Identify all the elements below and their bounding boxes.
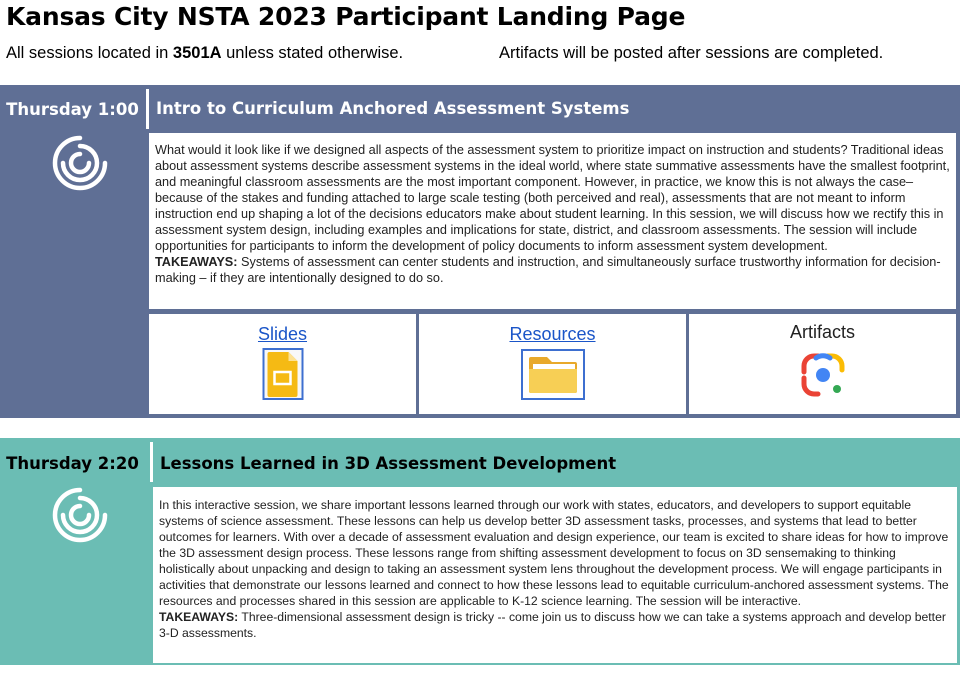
google-slides-icon[interactable] [262,348,303,400]
resources-link[interactable]: Resources [509,324,596,344]
location-note [6,44,403,63]
artifacts-label: Artifacts [789,322,855,342]
concentric-logo-icon [52,487,108,543]
takeaways-text: Three-dimensional assessment design is tricky -- come join us to discuss how we can take a systems approach and develop better 3-D assessments. [159,610,946,640]
session-time: Thursday 1:00 [6,100,139,119]
takeaways [155,254,950,286]
session-description [149,133,956,309]
location-room: 3501A [172,44,222,62]
location-prefix: All sessions located in [6,44,173,62]
session-time: Thursday 2:20 [6,454,139,473]
session-title: Lessons Learned in 3D Assessment Development [160,454,617,473]
session-description [153,487,957,663]
takeaways-label: TAKEAWAYS: [159,610,239,624]
takeaways-label: TAKEAWAYS: [155,255,238,269]
slides-link[interactable]: Slides [257,324,308,344]
session-thursday-1-00 [0,85,960,418]
title-divider [146,89,149,129]
description-text: In this interactive session, we share important lessons learned through our work with states, educators, and developers to support equitable systems of science assessment. These lessons can help us develop better 3D assessment tasks, processes, and systems that lead to better outcomes for learners. With over a decade of assessment evaluation and design experience, our team is excited to share ideas for how to improve the 3D assessment design process. These lessons range from shifting assessment development to focus on 3D sensemaking to thinking holistically about unpacking and design to taking an assessment system lens throughout the development process. We will engage participants in activities that demonstrate our lessons learned and connect to how these lessons lead to equitable curriculum-anchored assessment systems. The resources and processes shared in this session are applicable to K-12 science learning. The session will be interactive. [159,498,949,608]
page-title: Kansas City NSTA 2023 Participant Landing Page [6,2,686,31]
takeaways-text: Systems of assessment can center students and instruction, and simultaneously surface trustworthy information for decision-making – if they are intentionally designed to do so. [155,255,941,285]
google-lens-icon [800,352,846,398]
resources-cell [419,314,686,414]
session-title: Intro to Curriculum Anchored Assessment Systems [156,99,630,118]
takeaways [159,609,951,641]
folder-icon[interactable] [521,349,585,400]
session-thursday-2-20 [0,438,960,665]
artifacts-note: Artifacts will be posted after sessions are completed. [499,44,884,62]
artifacts-cell [689,314,956,414]
description-text: What would it look like if we designed all aspects of the assessment system to prioritize impact on instruction and students? Traditional ideas about assessment systems describe assessment systems in the ideal world, where state summative assessments have the smallest footprint, and meaningful classroom assessments are the most important component. However, in practice, we know this is not always the case–because of the stakes and funding attached to large scale testing (both perceived and real), assessments that are not meant to inform instruction end up shaping a lot of the decisions educators make about student learning. In this session, we will discuss how we rectify this in assessment system design, including examples and implications for state, district, and classroom assessments. The session will include opportunities for participants to inform the development of policy documents to inform assessment system development. [155,143,950,253]
slides-cell [149,314,416,414]
title-divider [150,442,153,482]
concentric-logo-icon [52,135,108,191]
location-suffix: unless stated otherwise. [221,44,404,62]
